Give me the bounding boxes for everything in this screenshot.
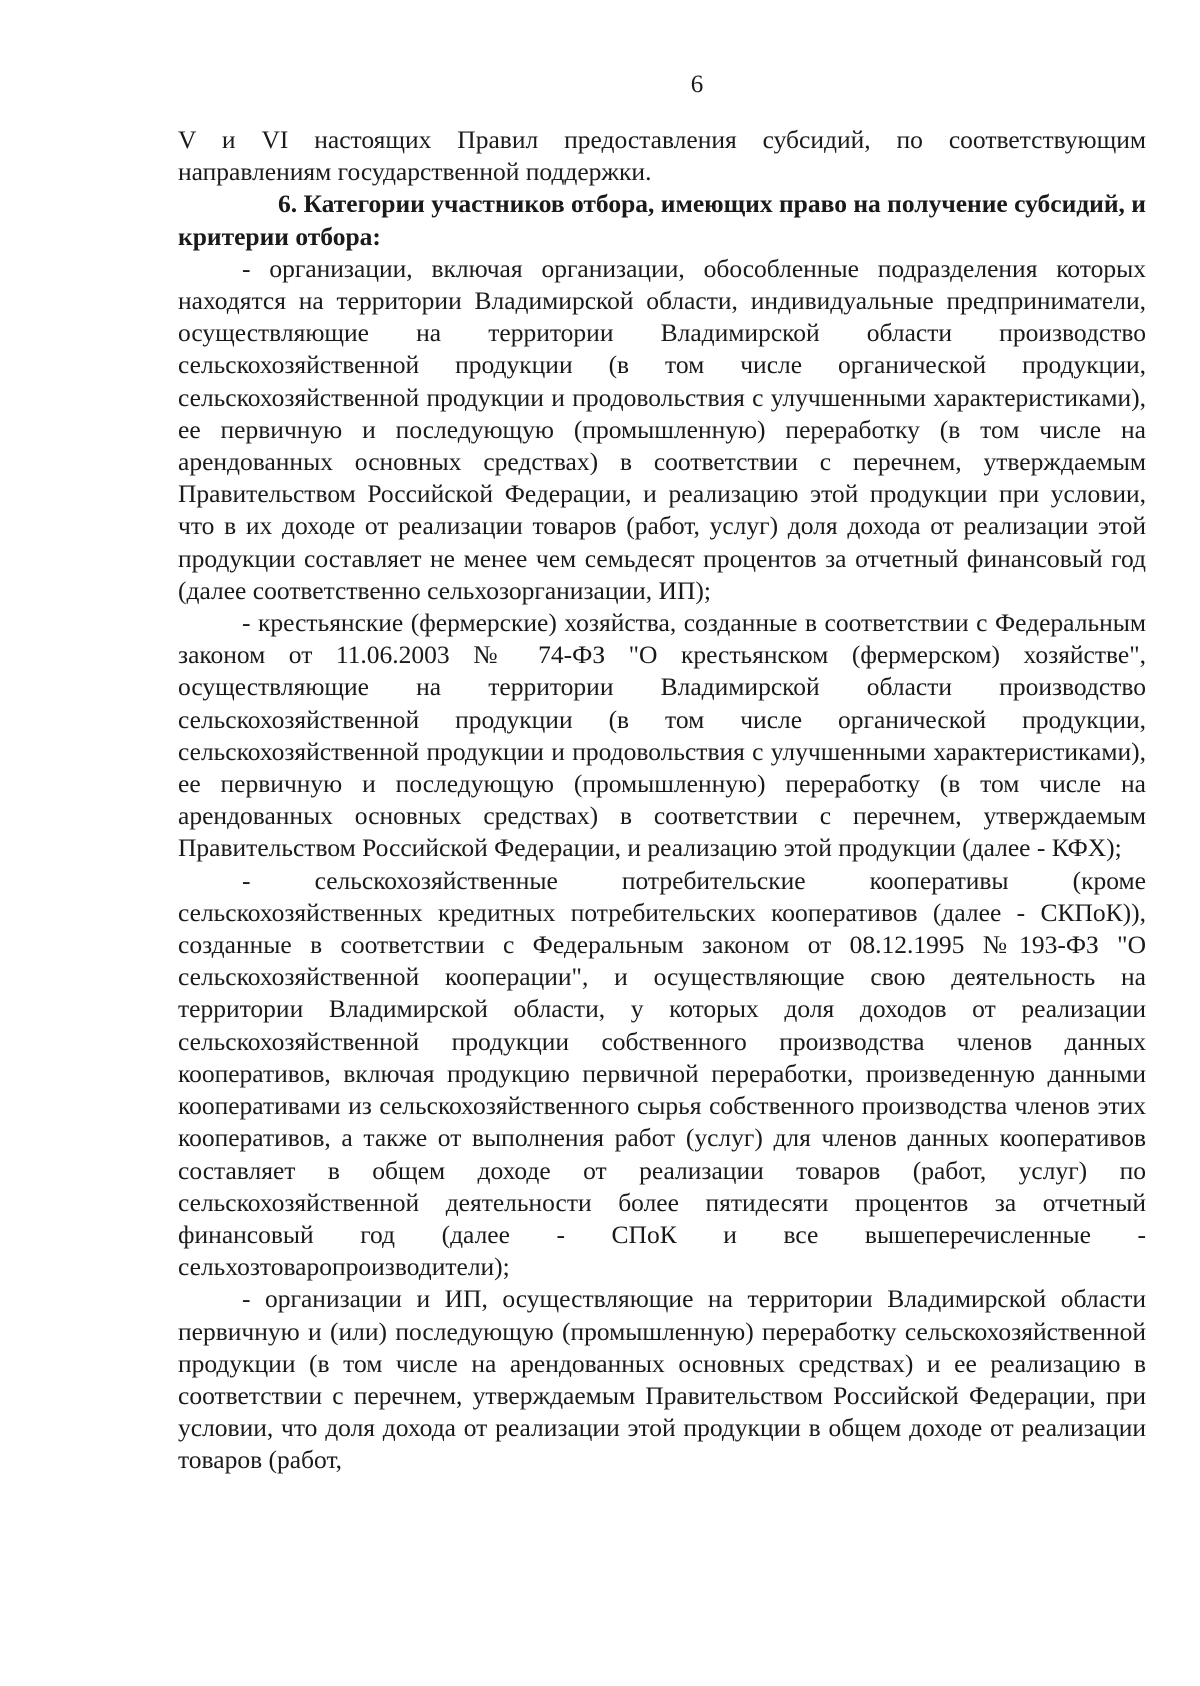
list-item-processors: - организации и ИП, осуществляющие на территории Владимирской области первичную и (или) последующую (промышленную) переработку сельскохозяйственной продукции (в том числе на арендованных основных средствах) и ее реализацию в соответствии с перечнем, утверждаемым Правительством Российской Федерации, при условии, что доля дохода от реализации этой продукции в общем доходе от реализации товаров (работ, bbox=[178, 1284, 1146, 1475]
document-body bbox=[178, 124, 1146, 1477]
continuation-paragraph: V и VI настоящих Правил предоставления субсидий, по соответствующим направлениям государственной поддержки. bbox=[178, 125, 1146, 187]
list-item-farms: - крестьянские (фермерские) хозяйства, созданные в соответствии с Федеральным законом от 11.06.2003 № 74-ФЗ "О крестьянском (фермерском) хозяйстве", осуществляющие на территории Владимирской области производство сельскохозяйственной продукции (в том числе органической продукции, сельскохозяйственной продукции и продовольствия с улучшенными характеристиками), ее первичную и последующую (промышленную) переработку (в том числе на арендованных основных средствах) в соответствии с перечнем, утверждаемым Правительством Российской Федерации, и реализацию этой продукции (далее - КФХ); bbox=[178, 608, 1146, 863]
section-heading: 6. Категории участников отбора, имеющих право на получение субсидий, и критерии отбора: bbox=[178, 189, 1146, 251]
list-item-organizations: - организации, включая организации, обособленные подразделения которых находятся на территории Владимирской области, индивидуальные предприниматели, осуществляющие на территории Владимирской области производство сельскохозяйственной продукции (в том числе органической продукции, сельскохозяйственной продукции и продовольствия с улучшенными характеристиками), ее первичную и последующую (промышленную) переработку (в том числе на арендованных основных средствах) в соответствии с перечнем, утверждаемым Правительством Российской Федерации, и реализацию этой продукции при условии, что в их доходе от реализации товаров (работ, услуг) доля дохода от реализации этой продукции составляет не менее чем семьдесят процентов за отчетный финансовый год (далее соответственно сельхозорганизации, ИП); bbox=[178, 253, 1146, 605]
page-number: 6 bbox=[690, 71, 704, 98]
list-item-cooperatives: - сельскохозяйственные потребительские кооперативы (кроме сельскохозяйственных кредитных потребительских кооперативов (далее - СКПоК)), созданные в соответствии с Федеральным законом от 08.12.1995 №193-ФЗ "О сельскохозяйственной кооперации", и осуществляющие свою деятельность на территории Владимирской области, у которых доля доходов от реализации сельскохозяйственной продукции собственного производства членов данных кооперативов, включая продукцию первичной переработки, произведенную данными кооперативами из сельскохозяйственного сырья собственного производства членов этих кооперативов, а также от выполнения работ (услуг) для членов данных кооперативов составляет в общем доходе от реализации товаров (работ, услуг) по сельскохозяйственной деятельности более пятидесяти процентов за отчетный финансовый год (далее - СПоК и все вышеперечисленные - сельхозтоваропроизводители); bbox=[178, 865, 1146, 1282]
